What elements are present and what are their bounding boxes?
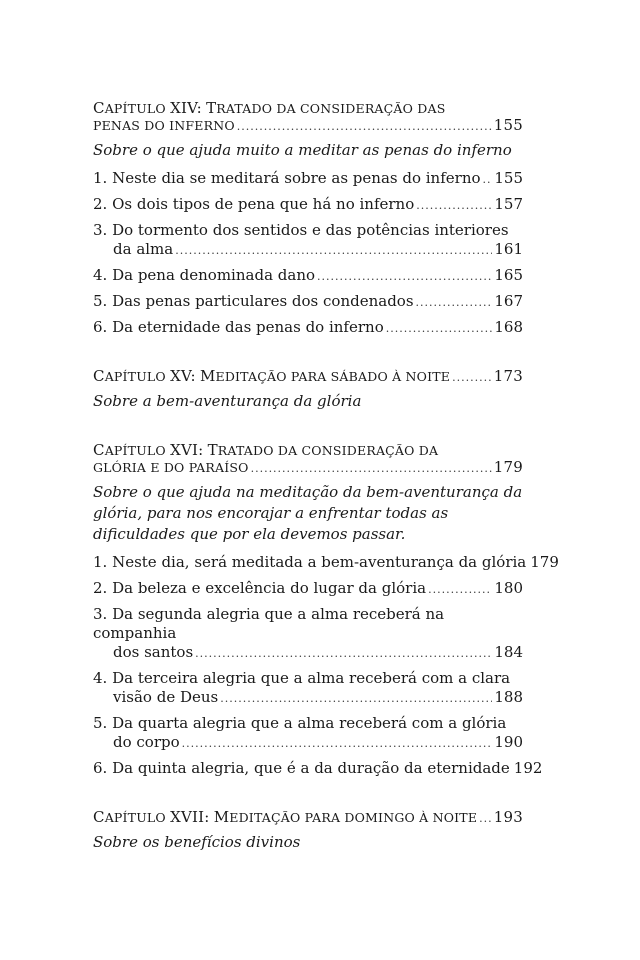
list-item <box>93 714 523 753</box>
chapter-xv <box>93 368 523 412</box>
page-number: 161 <box>494 240 523 258</box>
chapter-xvi <box>93 441 559 779</box>
chapter-title-row <box>93 459 523 477</box>
chapter-subtitle: Sobre a bem-aventurança da glória <box>93 392 362 410</box>
chapter-xiv <box>93 100 523 338</box>
list-item <box>93 292 523 312</box>
item-title-cont: visão de Deus <box>113 688 219 706</box>
item-title: 6. Da eternidade das penas do inferno <box>93 318 384 336</box>
item-title: 3. Da segunda alegria que a alma receberá na companhia <box>93 605 445 642</box>
page-number: 167 <box>494 292 523 310</box>
item-title: 5. Da quarta alegria que a alma receberá com a glória <box>93 714 507 732</box>
dot-leader <box>317 267 492 286</box>
list-item <box>93 318 523 338</box>
dot-leader <box>416 196 492 215</box>
item-title: 4. Da terceira alegria que a alma receberá com a clara <box>93 669 511 687</box>
dot-leader <box>251 460 492 477</box>
dot-leader <box>416 293 493 312</box>
section-list <box>93 553 559 779</box>
page-number: 179 <box>493 458 523 476</box>
chapter-xvii <box>93 809 523 853</box>
table-of-contents <box>93 99 559 883</box>
chapter-heading <box>93 442 523 477</box>
section-list <box>93 169 523 338</box>
chapter-heading <box>93 100 523 135</box>
dot-leader <box>175 241 492 260</box>
page-number: 155 <box>493 116 523 134</box>
chapter-title-row <box>93 117 523 135</box>
dot-leader <box>237 118 492 135</box>
dot-leader <box>182 734 493 753</box>
page-number: 180 <box>494 579 523 597</box>
chapter-heading <box>93 809 523 827</box>
page-number: 184 <box>494 643 523 661</box>
list-item <box>93 221 523 260</box>
chapter-title-line2: GLÓRIA E DO PARAÍSO <box>93 460 249 475</box>
item-title: 4. Da pena denominada dano <box>93 266 316 284</box>
page-number: 165 <box>494 266 523 284</box>
page-number: 179 <box>530 553 559 571</box>
dot-leader <box>479 810 492 827</box>
page-number: 155 <box>494 169 523 187</box>
item-title: 2. Da beleza e excelência do lugar da glória <box>93 579 427 597</box>
list-item <box>93 759 543 779</box>
page-number: 168 <box>494 318 523 336</box>
chapter-subtitle: Sobre o que ajuda muito a meditar as penas do inferno <box>93 141 512 159</box>
page-number: 188 <box>494 688 523 706</box>
dot-leader <box>220 689 492 708</box>
list-item <box>93 669 523 708</box>
dot-leader <box>428 580 492 599</box>
page-number: 192 <box>513 759 543 777</box>
item-title: 1. Neste dia se meditará sobre as penas do inferno <box>93 169 481 187</box>
chapter-title-line1: CAPÍTULO XIV: TRATADO DA CONSIDERAÇÃO DAS <box>93 99 446 117</box>
chapter-title-line1: CAPÍTULO XV: MEDITAÇÃO PARA SÁBADO À NOITE <box>93 367 451 385</box>
chapter-title-row <box>93 368 523 386</box>
list-item <box>93 553 559 573</box>
list-item <box>93 266 523 286</box>
dot-leader <box>483 170 493 189</box>
page-number: 157 <box>494 195 523 213</box>
list-item <box>93 579 523 599</box>
chapter-title-line1: CAPÍTULO XVII: MEDITAÇÃO PARA DOMINGO À NOITE <box>93 808 478 826</box>
dot-leader <box>386 319 493 338</box>
item-title: 1. Neste dia, será meditada a bem-aventurança da glória <box>93 553 527 571</box>
chapter-subtitle: Sobre o que ajuda na meditação da bem-aventurança da glória, para nos encorajar a enfrentar todas as dificuldades que por ela devemos passar. <box>93 483 523 543</box>
dot-leader <box>195 644 492 663</box>
item-title-cont: dos santos <box>113 643 194 661</box>
list-item <box>93 195 523 215</box>
chapter-title-row <box>93 809 523 827</box>
list-item <box>93 169 523 189</box>
item-title: 5. Das penas particulares dos condenados <box>93 292 414 310</box>
item-title-cont: do corpo <box>113 733 180 751</box>
dot-leader <box>452 369 492 386</box>
item-title: 2. Os dois tipos de pena que há no inferno <box>93 195 415 213</box>
page-number: 173 <box>493 367 523 385</box>
page-number: 193 <box>493 808 523 826</box>
item-title-cont: da alma <box>113 240 174 258</box>
list-item <box>93 605 523 663</box>
chapter-subtitle: Sobre os benefícios divinos <box>93 833 301 851</box>
item-title: 6. Da quinta alegria, que é a da duração da eternidade <box>93 759 510 777</box>
item-title: 3. Do tormento dos sentidos e das potências interiores <box>93 221 509 239</box>
chapter-title-line1: CAPÍTULO XVI: TRATADO DA CONSIDERAÇÃO DA <box>93 441 439 459</box>
chapter-title-line2: PENAS DO INFERNO <box>93 118 235 133</box>
page-number: 190 <box>494 733 523 751</box>
chapter-heading <box>93 368 523 386</box>
